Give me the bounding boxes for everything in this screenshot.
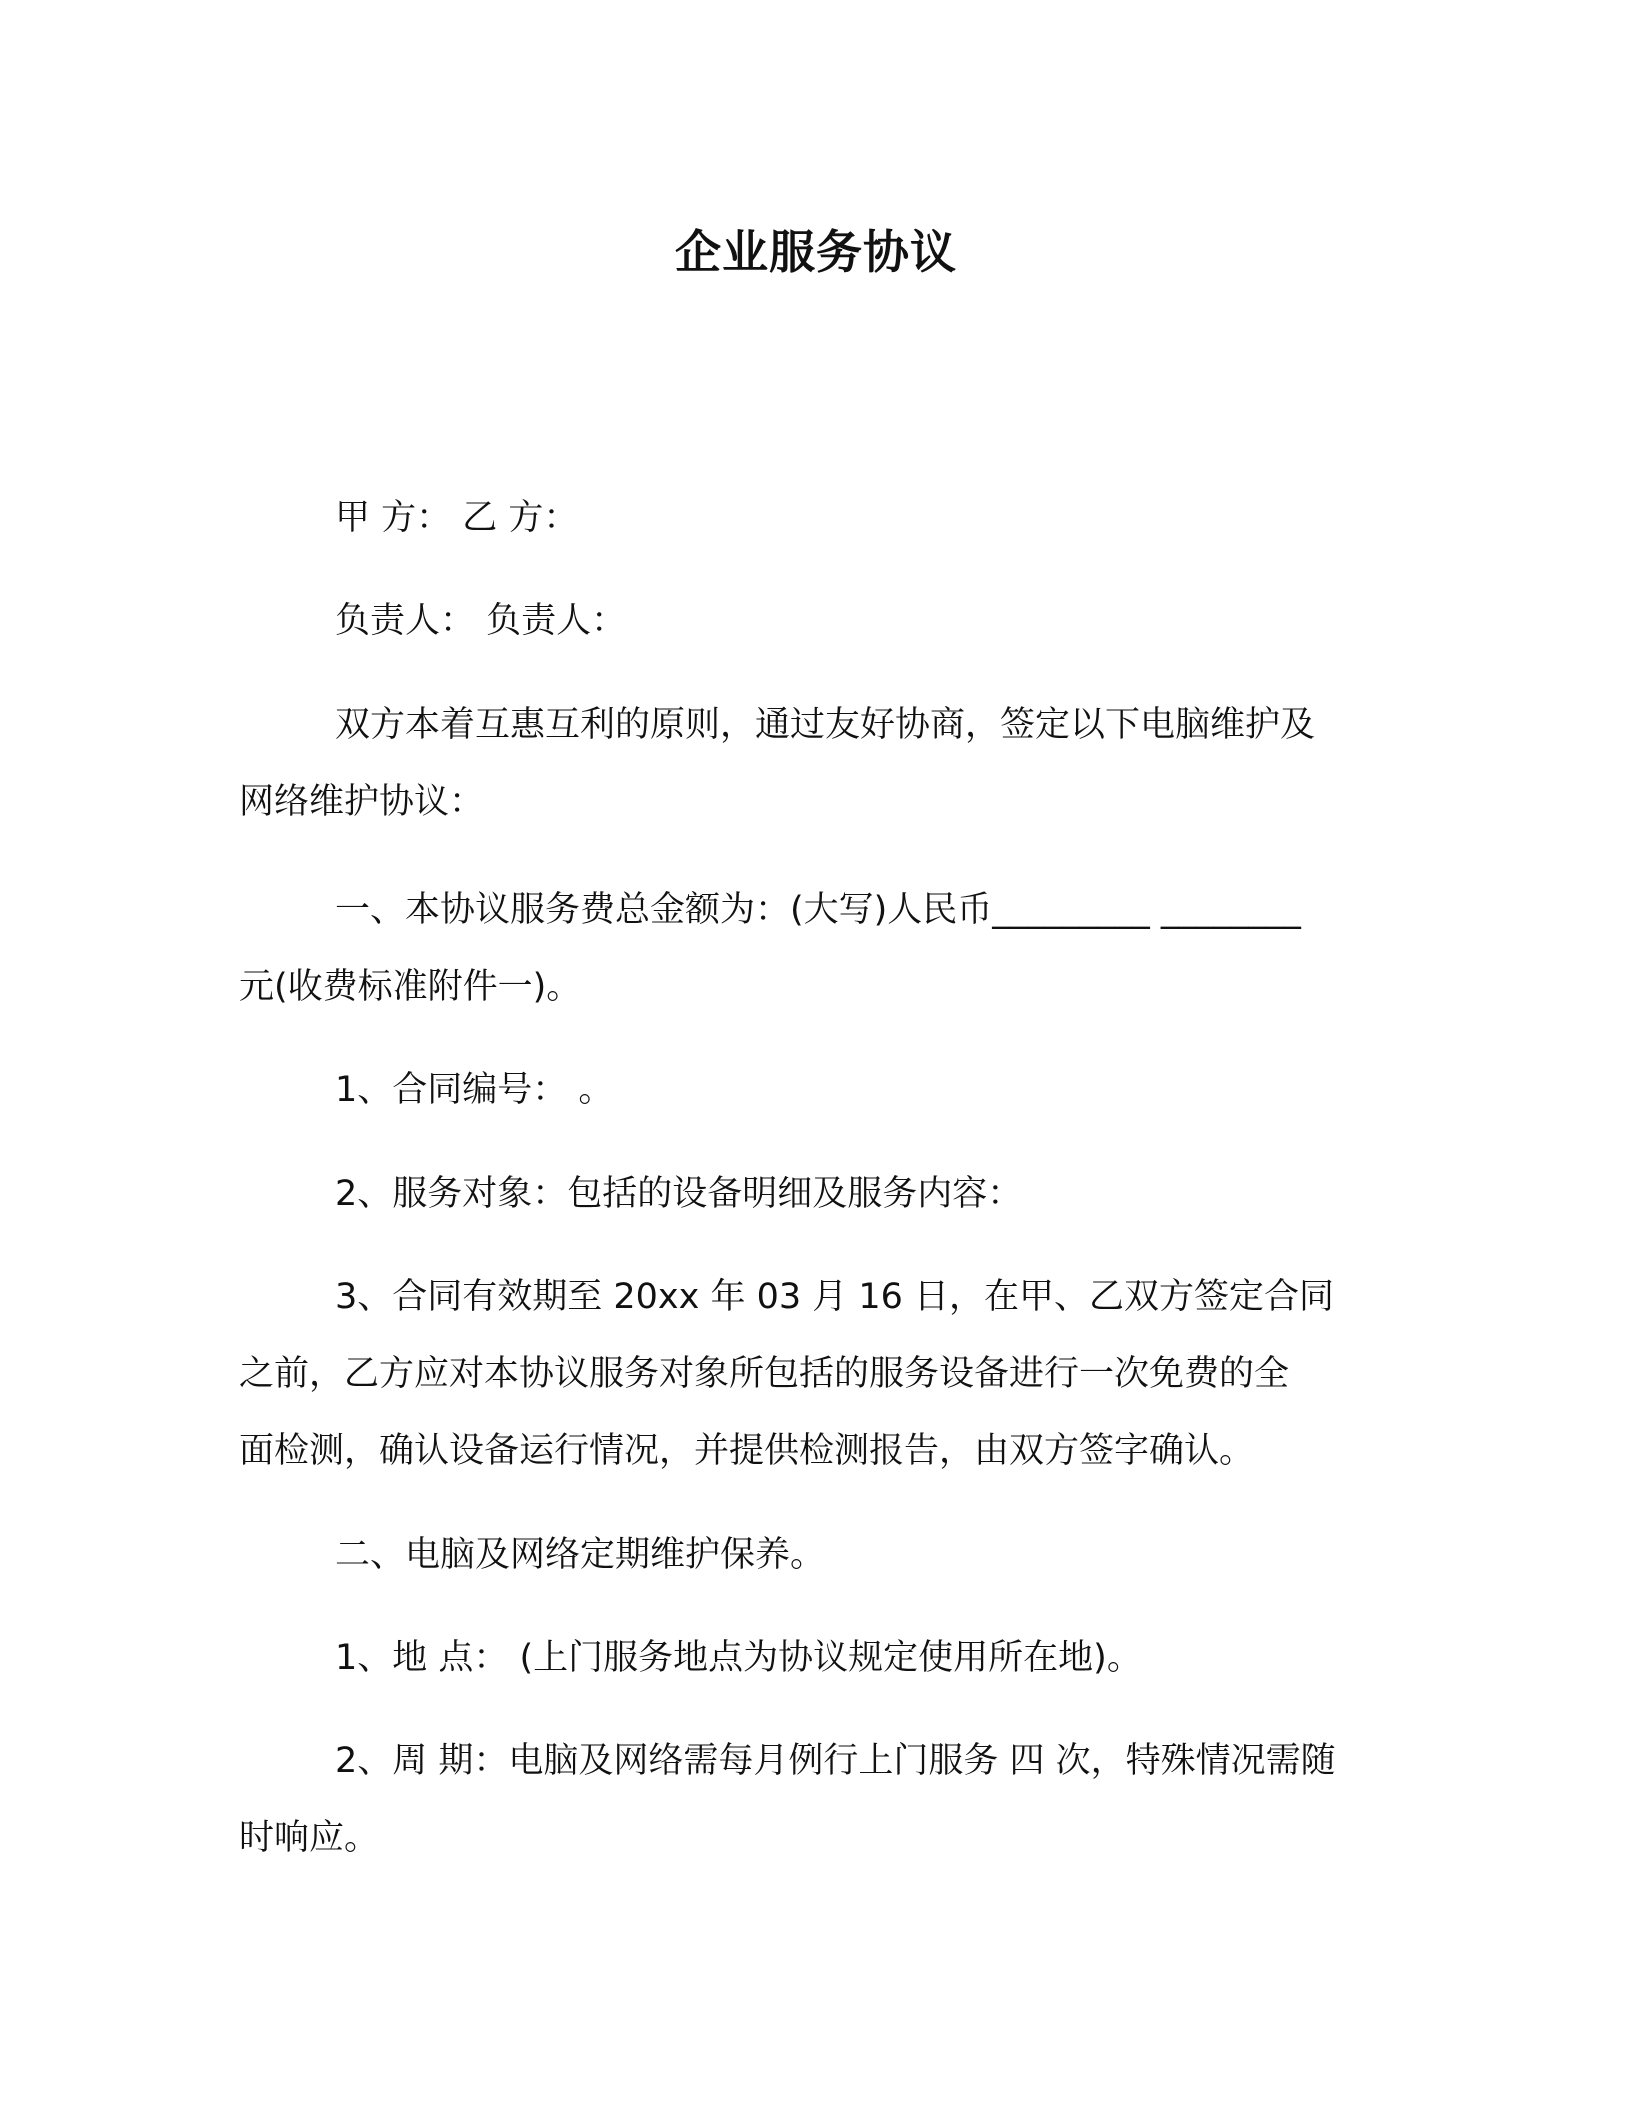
responsible-person-line bbox=[239, 583, 1389, 660]
paragraph-line: 双方本着互惠互利的原则，通过友好协商，签定以下电脑维护及 bbox=[335, 705, 1316, 745]
paragraph-line: 一、本协议服务费总金额为：(大写)人民币_________ ________ bbox=[335, 890, 1301, 930]
paragraph-line: 网络维护协议： bbox=[239, 782, 485, 822]
paragraph-line: 1、合同编号： 。 bbox=[335, 1070, 614, 1110]
paragraph-line: 元(收费标准附件一)。 bbox=[239, 967, 582, 1007]
paragraph-line: 负责人： 负责人： bbox=[335, 601, 627, 641]
party-line bbox=[239, 480, 1389, 557]
paragraph-line: 面检测，确认设备运行情况，并提供检测报告，由双方签字确认。 bbox=[239, 1431, 1255, 1471]
paragraph-line: 甲 方： 乙 方： bbox=[335, 498, 579, 538]
paragraph-line: 1、地 点： (上门服务地点为协议规定使用所在地)。 bbox=[335, 1638, 1142, 1678]
paragraph-line: 2、周 期：电脑及网络需每月例行上门服务 四 次，特殊情况需随 bbox=[335, 1741, 1336, 1781]
paragraph-line: 二、电脑及网络定期维护保养。 bbox=[335, 1535, 826, 1575]
contract-number-line bbox=[239, 1052, 1389, 1129]
paragraph-line: 3、合同有效期至 20xx 年 03 月 16 日，在甲、乙双方签定合同 bbox=[335, 1277, 1335, 1317]
paragraph-line: 时响应。 bbox=[239, 1818, 380, 1858]
intro-paragraph bbox=[239, 687, 1389, 841]
paragraph-line: 之前，乙方应对本协议服务对象所包括的服务设备进行一次免费的全 bbox=[239, 1354, 1290, 1394]
service-object-line bbox=[239, 1156, 1389, 1233]
period-paragraph bbox=[239, 1723, 1389, 1877]
location-line bbox=[239, 1620, 1389, 1697]
section-one-fee-paragraph bbox=[239, 872, 1389, 1026]
validity-paragraph bbox=[239, 1259, 1389, 1490]
paragraph-line: 2、服务对象：包括的设备明细及服务内容： bbox=[335, 1174, 1023, 1214]
section-two-heading bbox=[239, 1517, 1389, 1594]
document-title: 企业服务协议 bbox=[675, 225, 957, 279]
